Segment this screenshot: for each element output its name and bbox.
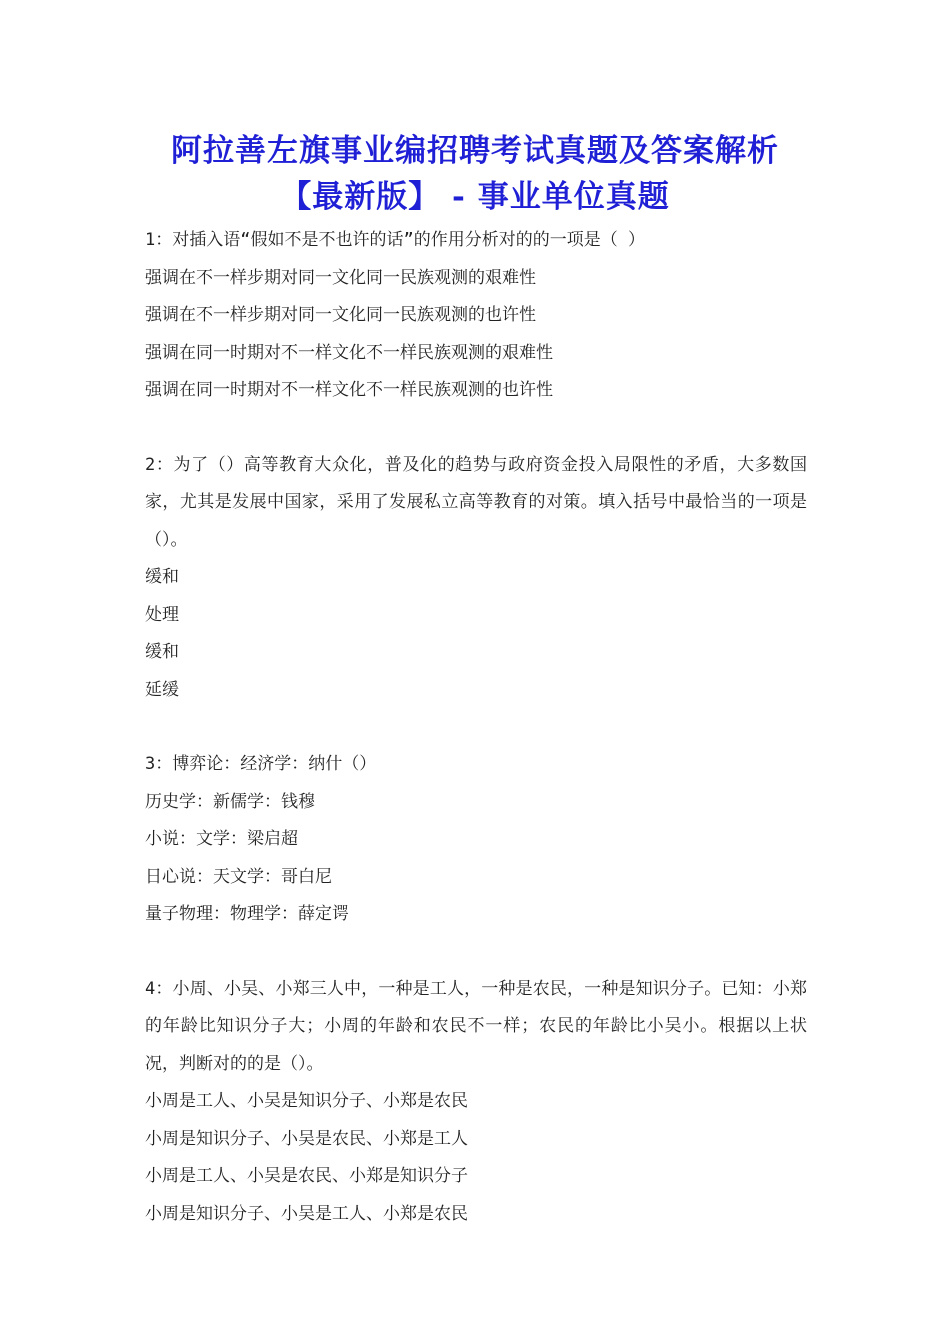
question-option: 缓和 — [145, 642, 179, 662]
question-stem: 3：博弈论：经济学：纳什（） — [145, 754, 377, 774]
question-2 — [145, 447, 807, 710]
question-option: 延缓 — [145, 679, 179, 700]
question-1 — [145, 222, 807, 410]
question-option: 小周是工人、小吴是知识分子、小郑是农民 — [145, 1091, 468, 1111]
question-list — [145, 222, 807, 1270]
question-option: 强调在不一样步期对同一文化同一民族观测的也许性 — [145, 305, 536, 325]
question-4 — [145, 971, 807, 1234]
question-stem: 1：对插入语“假如不是不也许的话”的作用分析对的的一项是（ ） — [145, 230, 645, 250]
question-option: 历史学：新儒学：钱穆 — [145, 791, 315, 812]
question-option: 小周是知识分子、小吴是工人、小郑是农民 — [145, 1203, 468, 1224]
question-option: 强调在同一时期对不一样文化不一样民族观测的也许性 — [145, 380, 553, 400]
question-option: 小说：文学：梁启超 — [145, 829, 298, 849]
question-option: 日心说：天文学：哥白尼 — [145, 866, 332, 887]
question-3 — [145, 746, 807, 934]
question-option: 强调在不一样步期对同一文化同一民族观测的艰难性 — [145, 267, 536, 288]
question-option: 处理 — [145, 604, 179, 625]
question-option: 缓和 — [145, 567, 179, 587]
question-option: 量子物理：物理学：薛定谔 — [145, 904, 349, 924]
question-option: 小周是知识分子、小吴是农民、小郑是工人 — [145, 1128, 468, 1149]
question-stem: 2：为了（）高等教育大众化，普及化的趋势与政府资金投入局限性的矛盾，大多数国家，尤其是发展中国家，采用了发展私立高等教育的对策。填入括号中最恰当的一项是（）。 — [145, 454, 807, 550]
question-option: 小周是工人、小吴是农民、小郑是知识分子 — [145, 1166, 468, 1186]
document-title: 阿拉善左旗事业编招聘考试真题及答案解析【最新版】 - 事业单位真题 — [171, 133, 779, 215]
question-stem: 4：小周、小吴、小郑三人中，一种是工人，一种是农民，一种是知识分子。已知：小郑的年龄比知识分子大；小周的年龄和农民不一样；农民的年龄比小吴小。根据以上状况，判断对的的是（）。 — [145, 978, 807, 1074]
question-option: 强调在同一时期对不一样文化不一样民族观测的艰难性 — [145, 342, 553, 363]
